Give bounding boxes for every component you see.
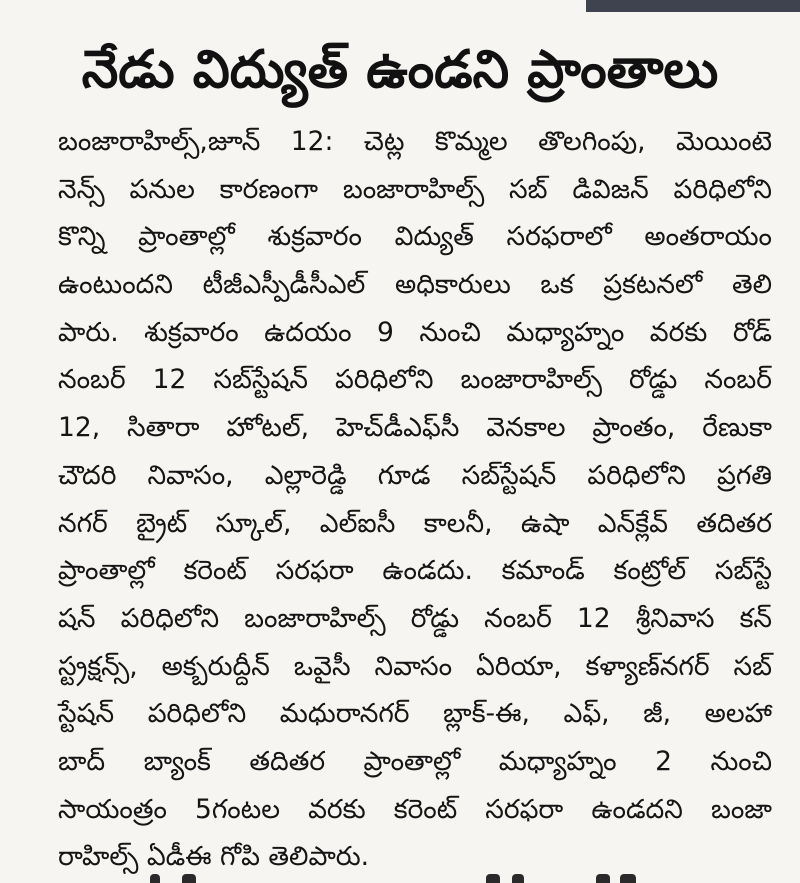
article-line: నంబర్ 12 సబ్‌స్టేషన్ పరిధిలోని బంజారాహిల్స్ రోడ్డు నంబర్	[58, 364, 772, 396]
article-line: బంజారాహిల్స్,జూన్ 12: చెట్ల కొమ్మల తొలగింపు, మెయింటె	[58, 126, 772, 157]
article-line: కొన్ని ప్రాంతాల్లో శుక్రవారం విద్యుత్ సరఫరాలో అంతరాయం	[58, 221, 772, 253]
glyph-fragment	[182, 874, 196, 883]
article-line: నెన్స్ పనుల కారణంగా బంజారాహిల్స్ సబ్ డివిజన్ పరిధిలోని	[58, 173, 772, 205]
article-line: చౌదరి నివాసం, ఎల్లారెడ్డి గూడ సబ్‌స్టేషన్ పరిధిలోని ప్రగతి	[58, 459, 772, 491]
article-line: ప్రాంతాల్లో కరెంట్ సరఫరా ఉండదు. కమాండ్ కంట్రోల్ సబ్‌స్టే	[58, 555, 772, 587]
article-line: పారు. శుక్రవారం ఉదయం 9 నుంచి మధ్యాహ్నం వరకు రోడ్	[58, 316, 772, 348]
article-line: నగర్ బ్రైట్ స్కూల్, ఎల్ఐసీ కాలనీ, ఉషా ఎన్‌క్లేవ్ తదితర	[58, 507, 772, 539]
article-line: స్టేషన్ పరిధిలోని మధురానగర్ బ్లాక్-ఈ, ఎఫ్, జీ, అలహా	[58, 698, 772, 730]
glyph-fragment	[620, 874, 636, 883]
article-line: సాయంత్రం 5గంటల వరకు కరెంట్ సరఫరా ఉండదని బంజా	[58, 793, 772, 825]
article-line: షన్ పరిధిలోని బంజారాహిల్స్ రోడ్డు నంబర్ 12 శ్రీనివాస కన్	[58, 602, 772, 634]
article-line: 12, సితారా హోటల్, హెచ్‌డీఎఫ్‌సీ వెనకాల ప్రాంతం, రేణుకా	[58, 412, 772, 444]
top-dark-bar	[586, 0, 800, 12]
glyph-fragment	[596, 874, 610, 883]
glyph-fragment	[512, 874, 524, 883]
article-line: బాద్ బ్యాంక్ తదితర ప్రాంతాల్లో మధ్యాహ్నం 2 నుంచి	[58, 745, 772, 777]
article-line: రాహిల్స్ ఏడీఈ గోపి తెలిపారు.	[58, 841, 370, 873]
headline: నేడు విద్యుత్ ఉండని ప్రాంతాలు	[81, 40, 719, 100]
article-body	[58, 118, 772, 881]
glyph-fragment	[150, 874, 160, 883]
article-line: స్ట్రక్షన్స్, అక్బరుద్దీన్ ఒవైసీ నివాసం ఏరియా, కళ్యాణ్‌నగర్ సబ్	[58, 650, 772, 682]
glyph-fragment	[486, 874, 500, 883]
article-line: ఉంటుందని టీజీఎస్పీడీసీఎల్ అధికారులు ఒక ప్రకటనలో తెలి	[58, 269, 772, 301]
cropped-next-line	[0, 872, 800, 883]
